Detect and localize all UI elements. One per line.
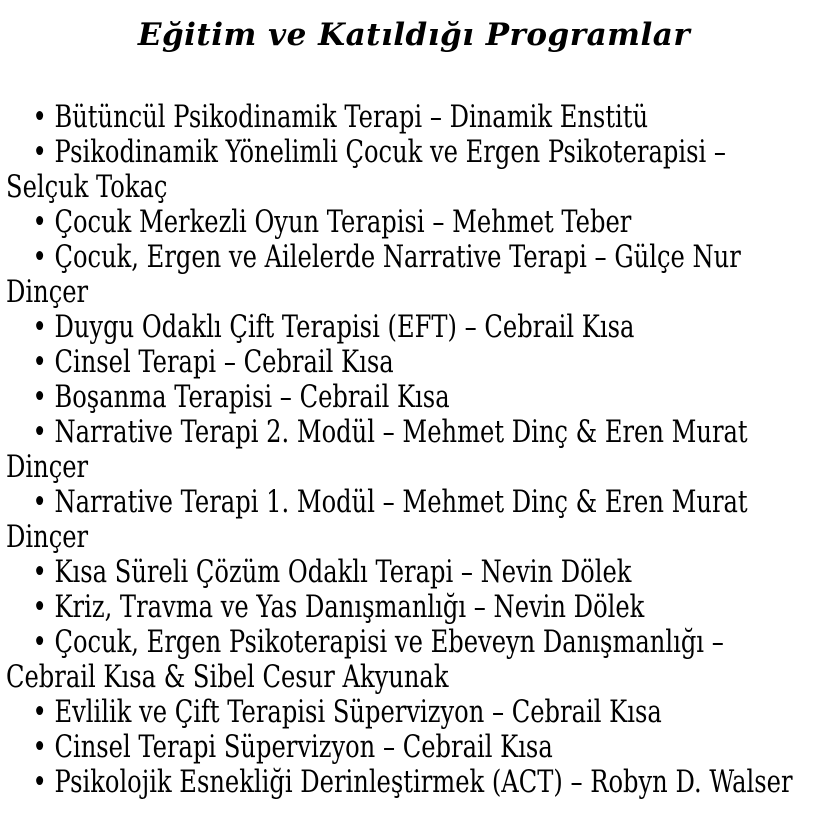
page-title: Eğitim ve Katıldığı Programlar — [137, 17, 691, 53]
list-item: • Bütüncül Psikodinamik Terapi – Dinamik Enstitü — [32, 99, 649, 135]
list-item: • Kriz, Travma ve Yas Danışmanlığı – Nevin Dölek — [32, 589, 645, 625]
program-list — [6, 100, 828, 800]
list-item: • Çocuk Merkezli Oyun Terapisi – Mehmet Teber — [32, 204, 632, 240]
list-item: • Narrative Terapi 2. Modül – Mehmet Dinç & Eren Murat Dinçer — [6, 414, 748, 485]
list-item: • Psikolojik Esnekliği Derinleştirmek (ACT) – Robyn D. Walser — [32, 764, 793, 800]
list-item: • Narrative Terapi 1. Modül – Mehmet Dinç & Eren Murat Dinçer — [6, 484, 748, 555]
list-item: • Çocuk, Ergen Psikoterapisi ve Ebeveyn Danışmanlığı – Cebrail Kısa & Sibel Cesur Akyunak — [6, 624, 724, 695]
list-item: • Boşanma Terapisi – Cebrail Kısa — [32, 379, 450, 415]
list-item: • Çocuk, Ergen ve Ailelerde Narrative Terapi – Gülçe Nur Dinçer — [6, 239, 741, 310]
list-item: • Duygu Odaklı Çift Terapisi (EFT) – Cebrail Kısa — [32, 309, 635, 345]
list-item: • Psikodinamik Yönelimli Çocuk ve Ergen Psikoterapisi – Selçuk Tokaç — [6, 134, 727, 205]
list-item: • Cinsel Terapi – Cebrail Kısa — [32, 344, 394, 380]
list-item: • Kısa Süreli Çözüm Odaklı Terapi – Nevin Dölek — [32, 554, 632, 590]
list-item: • Cinsel Terapi Süpervizyon – Cebrail Kısa — [32, 729, 553, 765]
list-item: • Evlilik ve Çift Terapisi Süpervizyon – Cebrail Kısa — [32, 694, 662, 730]
